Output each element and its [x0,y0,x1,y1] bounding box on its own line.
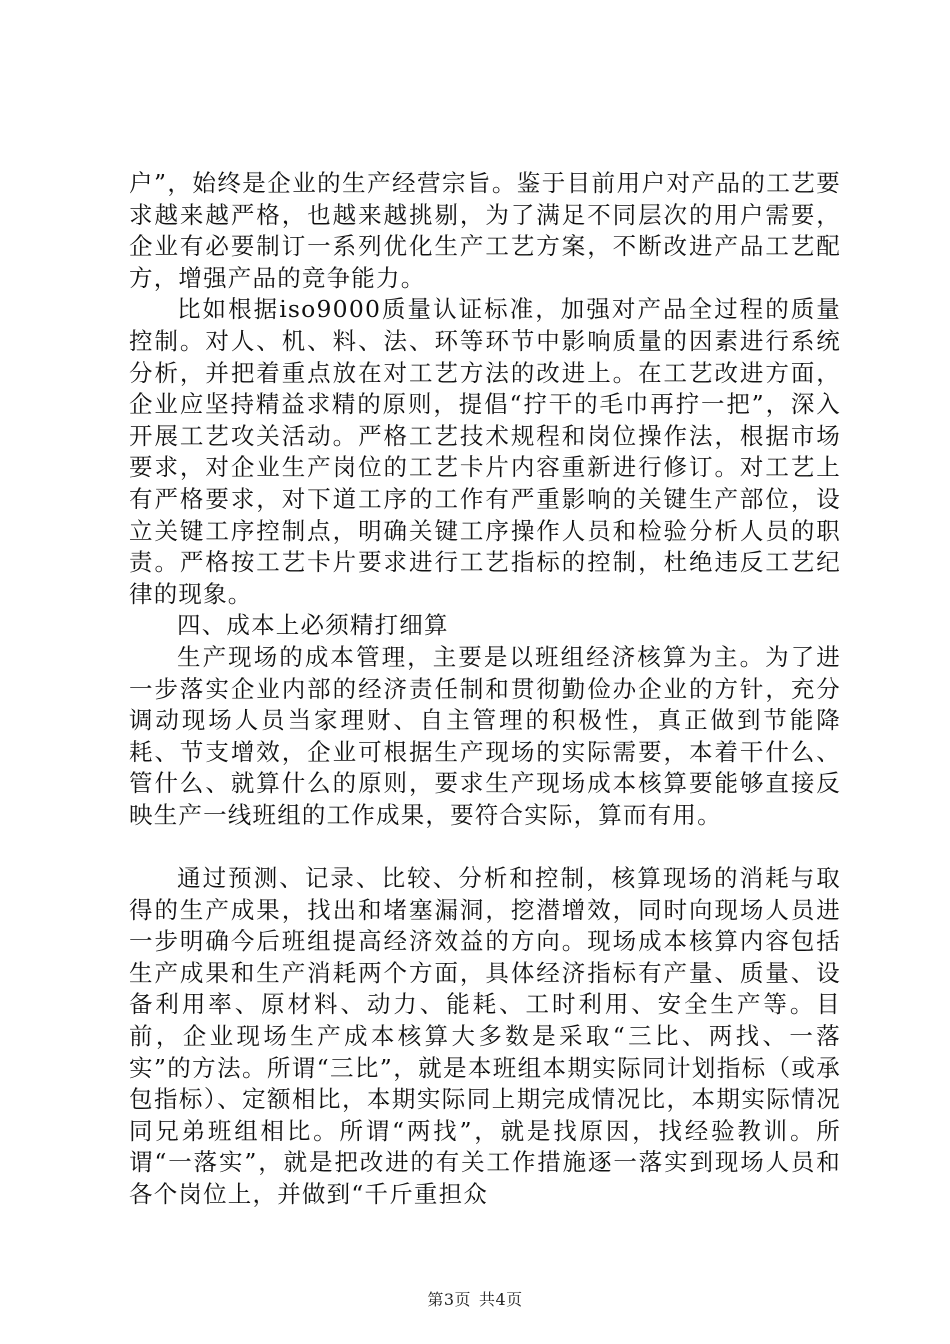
page-total: 共4页 [479,1290,523,1309]
section-heading-cost: 四、成本上必须精打细算 [177,611,449,640]
paragraph-spacer [129,831,841,863]
paragraph-cost-accounting: 通过预测、记录、比较、分析和控制，核算现场的消耗与取得的生产成果，找出和堵塞漏洞，挖潜增效，同时向现场人员进一步明确今后班组提高经济效益的方向。现场成本核算内容包括生产成果和生产消耗两个方面，具体经济指标有产量、质量、设备利用率、原材料、动力、能耗、工时利用、安全生产等。目前，企业现场生产成本核算大多数是采取“三比、两找、一落实”的方法。所谓“三比”，就是本班组本期实际同计划指标（或承包指标）、定额相比，本期实际同上期完成情况比，本期实际情况同兄弟班组相比。所谓“两找”，就是找原因，找经验教训。所谓“一落实”，就是把改进的有关工作措施逐一落实到现场人员和各个岗位上，并做到“千斤重担众 [129,864,841,1208]
paragraph-quality-control: 比如根据iso9000质量认证标准，加强对产品全过程的质量控制。对人、机、料、法、环等环节中影响质量的因素进行系统分析，并把着重点放在对工艺方法的改进上。在工艺改进方面，企业应坚持精益求精的原则，提倡“拧干的毛巾再拧一把”，深入开展工艺攻关活动。严格工艺技术规程和岗位操作法，根据市场要求，对企业生产岗位的工艺卡片内容重新进行修订。对工艺上有严格要求，对下道工序的工作有严重影响的关键生产部位，设立关键工序控制点，明确关键工序操作人员和检验分析人员的职责。严格按工艺卡片要求进行工艺指标的控制，杜绝违反工艺纪律的现象。 [129,295,841,608]
paragraph-cost-management: 生产现场的成本管理，主要是以班组经济核算为主。为了进一步落实企业内部的经济责任制和贯彻勤俭办企业的方针，充分调动现场人员当家理财、自主管理的积极性，真正做到节能降耗、节支增效，企业可根据生产现场的实际需要，本着干什么、管什么、就算什么的原则，要求生产现场成本核算要能够直接反映生产一线班组的工作成果，要符合实际，算而有用。 [129,642,841,829]
document-body [129,168,841,1211]
paragraph-continuation: 户”，始终是企业的生产经营宗旨。鉴于目前用户对产品的工艺要求越来越严格，也越来越挑剔，为了满足不同层次的用户需要，企业有必要制订一系列优化生产工艺方案，不断改进产品工艺配方，增强产品的竞争能力。 [129,169,841,292]
page-number: 第3页 [427,1290,471,1309]
page-footer [0,1290,950,1310]
